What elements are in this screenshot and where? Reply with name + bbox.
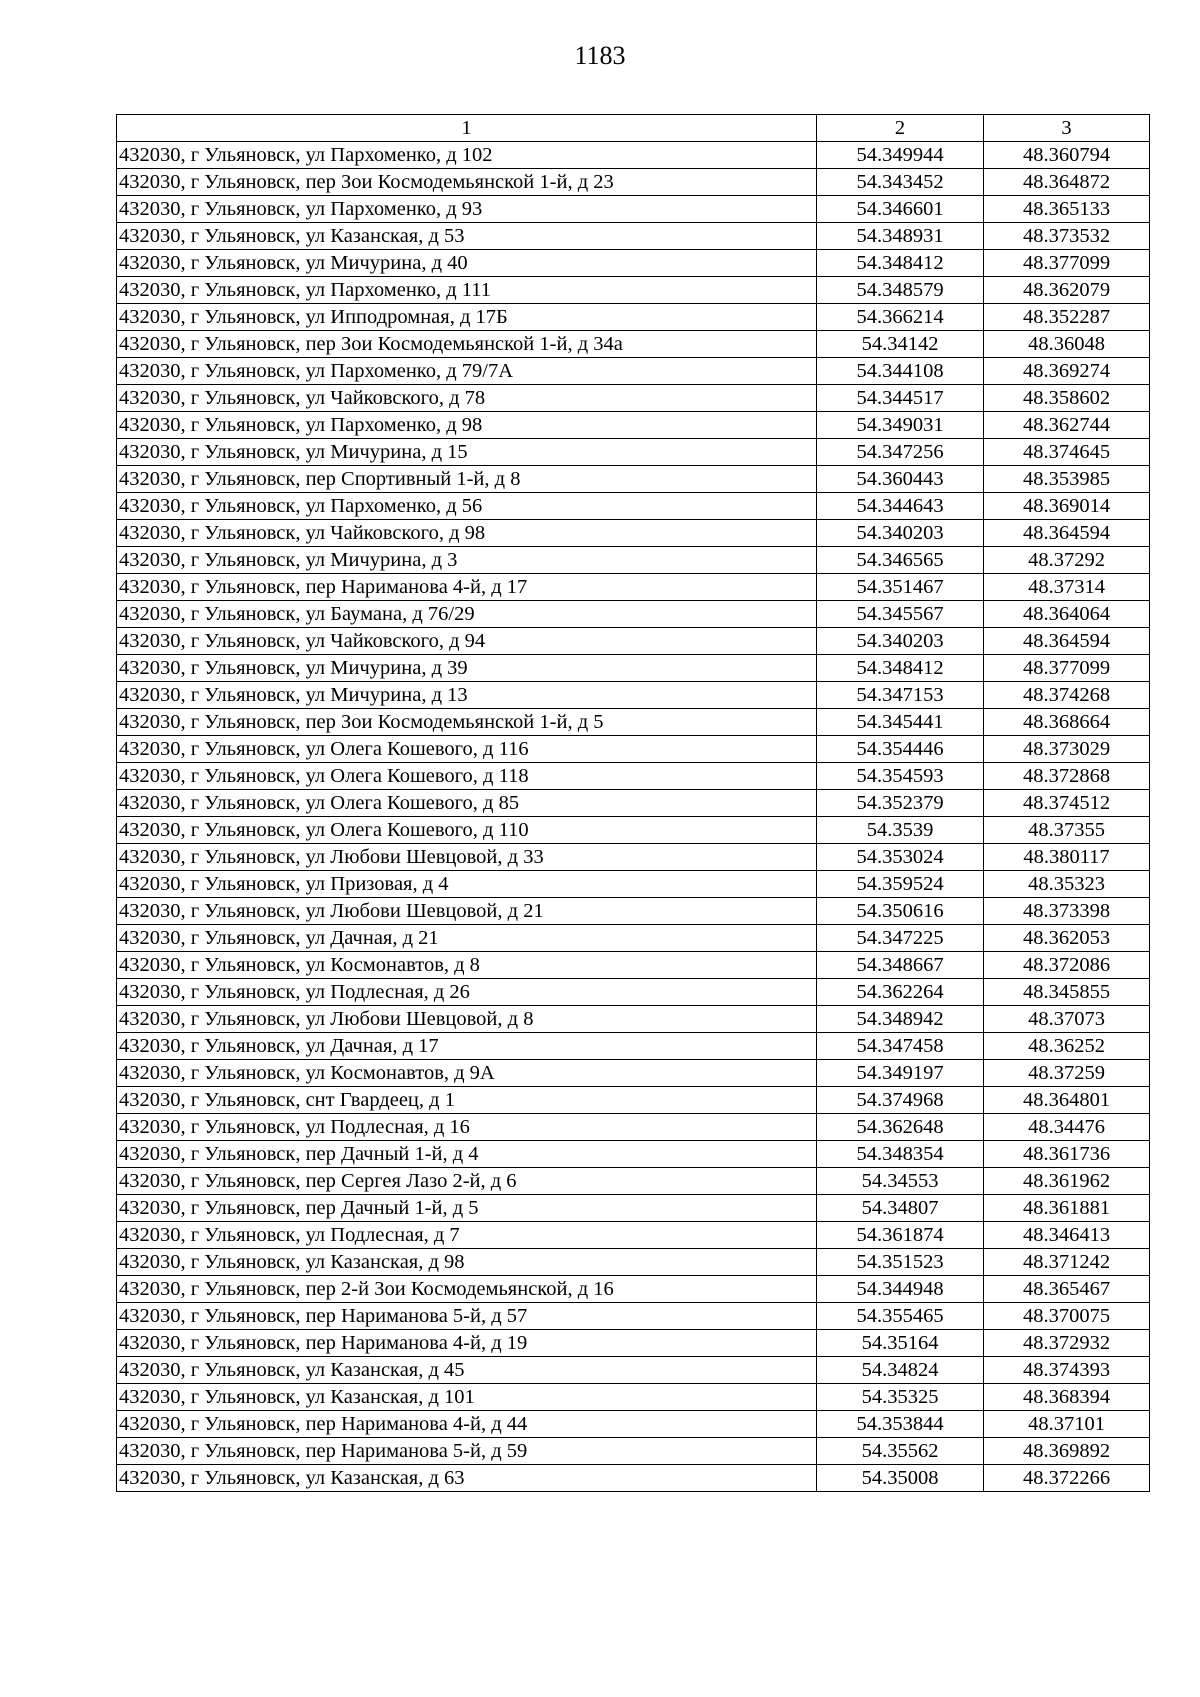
cell-address: 432030, г Ульяновск, ул Космонавтов, д 9А [117, 1060, 817, 1087]
table-row [117, 1168, 1150, 1195]
cell-longitude: 48.36048 [984, 331, 1150, 358]
table-row [117, 952, 1150, 979]
cell-longitude: 48.373398 [984, 898, 1150, 925]
cell-longitude: 48.372868 [984, 763, 1150, 790]
table-row [117, 223, 1150, 250]
cell-address: 432030, г Ульяновск, пер Зои Космодемьянской 1-й, д 34а [117, 331, 817, 358]
cell-longitude: 48.372266 [984, 1465, 1150, 1492]
cell-latitude: 54.344643 [817, 493, 984, 520]
cell-latitude: 54.351523 [817, 1249, 984, 1276]
cell-address: 432030, г Ульяновск, ул Олега Кошевого, д 116 [117, 736, 817, 763]
column-header-address: 1 [117, 115, 817, 142]
column-header-latitude: 2 [817, 115, 984, 142]
cell-longitude: 48.373532 [984, 223, 1150, 250]
table-row [117, 1033, 1150, 1060]
cell-latitude: 54.346601 [817, 196, 984, 223]
table-row [117, 142, 1150, 169]
table-row [117, 790, 1150, 817]
cell-latitude: 54.348354 [817, 1141, 984, 1168]
cell-latitude: 54.347256 [817, 439, 984, 466]
cell-latitude: 54.355465 [817, 1303, 984, 1330]
cell-latitude: 54.340203 [817, 520, 984, 547]
cell-latitude: 54.351467 [817, 574, 984, 601]
cell-latitude: 54.346565 [817, 547, 984, 574]
table-row [117, 1384, 1150, 1411]
cell-latitude: 54.34824 [817, 1357, 984, 1384]
cell-longitude: 48.37259 [984, 1060, 1150, 1087]
table-row [117, 844, 1150, 871]
cell-address: 432030, г Ульяновск, ул Чайковского, д 78 [117, 385, 817, 412]
cell-address: 432030, г Ульяновск, ул Пархоменко, д 98 [117, 412, 817, 439]
cell-longitude: 48.358602 [984, 385, 1150, 412]
cell-address: 432030, г Ульяновск, ул Дачная, д 21 [117, 925, 817, 952]
cell-latitude: 54.35164 [817, 1330, 984, 1357]
cell-latitude: 54.345441 [817, 709, 984, 736]
cell-address: 432030, г Ульяновск, ул Любови Шевцовой, д 21 [117, 898, 817, 925]
cell-longitude: 48.365467 [984, 1276, 1150, 1303]
cell-latitude: 54.340203 [817, 628, 984, 655]
cell-address: 432030, г Ульяновск, ул Дачная, д 17 [117, 1033, 817, 1060]
cell-longitude: 48.361962 [984, 1168, 1150, 1195]
cell-longitude: 48.374393 [984, 1357, 1150, 1384]
cell-longitude: 48.372932 [984, 1330, 1150, 1357]
cell-latitude: 54.343452 [817, 169, 984, 196]
cell-longitude: 48.368394 [984, 1384, 1150, 1411]
table-row [117, 1330, 1150, 1357]
cell-latitude: 54.344108 [817, 358, 984, 385]
cell-address: 432030, г Ульяновск, ул Пархоменко, д 56 [117, 493, 817, 520]
table-row [117, 1465, 1150, 1492]
cell-address: 432030, г Ульяновск, ул Пархоменко, д 79/7А [117, 358, 817, 385]
cell-address: 432030, г Ульяновск, ул Казанская, д 53 [117, 223, 817, 250]
page-number: 1183 [574, 41, 626, 70]
table-row [117, 1276, 1150, 1303]
cell-address: 432030, г Ульяновск, пер 2-й Зои Космодемьянской, д 16 [117, 1276, 817, 1303]
cell-longitude: 48.362079 [984, 277, 1150, 304]
table-row [117, 1087, 1150, 1114]
cell-latitude: 54.349944 [817, 142, 984, 169]
table-row [117, 250, 1150, 277]
cell-address: 432030, г Ульяновск, ул Казанская, д 45 [117, 1357, 817, 1384]
cell-latitude: 54.35008 [817, 1465, 984, 1492]
cell-longitude: 48.362744 [984, 412, 1150, 439]
cell-address: 432030, г Ульяновск, ул Баумана, д 76/29 [117, 601, 817, 628]
table-row [117, 817, 1150, 844]
cell-latitude: 54.352379 [817, 790, 984, 817]
cell-latitude: 54.348931 [817, 223, 984, 250]
cell-longitude: 48.369014 [984, 493, 1150, 520]
cell-longitude: 48.352287 [984, 304, 1150, 331]
cell-latitude: 54.344948 [817, 1276, 984, 1303]
table-row [117, 1357, 1150, 1384]
cell-latitude: 54.348412 [817, 655, 984, 682]
cell-longitude: 48.37355 [984, 817, 1150, 844]
cell-latitude: 54.354593 [817, 763, 984, 790]
cell-latitude: 54.349197 [817, 1060, 984, 1087]
table-row [117, 277, 1150, 304]
cell-longitude: 48.372086 [984, 952, 1150, 979]
cell-longitude: 48.353985 [984, 466, 1150, 493]
cell-longitude: 48.37292 [984, 547, 1150, 574]
cell-address: 432030, г Ульяновск, ул Призовая, д 4 [117, 871, 817, 898]
cell-latitude: 54.34142 [817, 331, 984, 358]
address-coordinates-table [116, 114, 1150, 1492]
table-row [117, 412, 1150, 439]
cell-latitude: 54.349031 [817, 412, 984, 439]
table-row [117, 925, 1150, 952]
table-row [117, 1438, 1150, 1465]
table-row [117, 655, 1150, 682]
table-row [117, 601, 1150, 628]
cell-address: 432030, г Ульяновск, ул Чайковского, д 94 [117, 628, 817, 655]
cell-longitude: 48.360794 [984, 142, 1150, 169]
table-row [117, 1006, 1150, 1033]
table-row [117, 1303, 1150, 1330]
cell-address: 432030, г Ульяновск, пер Нариманова 5-й, д 59 [117, 1438, 817, 1465]
cell-address: 432030, г Ульяновск, ул Мичурина, д 39 [117, 655, 817, 682]
cell-longitude: 48.37101 [984, 1411, 1150, 1438]
table-row [117, 1141, 1150, 1168]
cell-latitude: 54.348579 [817, 277, 984, 304]
cell-longitude: 48.374645 [984, 439, 1150, 466]
cell-address: 432030, г Ульяновск, ул Казанская, д 63 [117, 1465, 817, 1492]
cell-latitude: 54.354446 [817, 736, 984, 763]
cell-latitude: 54.359524 [817, 871, 984, 898]
cell-latitude: 54.353024 [817, 844, 984, 871]
table-row [117, 196, 1150, 223]
cell-address: 432030, г Ульяновск, ул Космонавтов, д 8 [117, 952, 817, 979]
table-row [117, 1222, 1150, 1249]
cell-address: 432030, г Ульяновск, ул Пархоменко, д 111 [117, 277, 817, 304]
cell-longitude: 48.364801 [984, 1087, 1150, 1114]
cell-address: 432030, г Ульяновск, ул Олега Кошевого, д 85 [117, 790, 817, 817]
cell-address: 432030, г Ульяновск, пер Сергея Лазо 2-й, д 6 [117, 1168, 817, 1195]
cell-longitude: 48.369274 [984, 358, 1150, 385]
cell-address: 432030, г Ульяновск, пер Нариманова 4-й, д 44 [117, 1411, 817, 1438]
cell-latitude: 54.347225 [817, 925, 984, 952]
cell-longitude: 48.365133 [984, 196, 1150, 223]
cell-longitude: 48.368664 [984, 709, 1150, 736]
cell-longitude: 48.361736 [984, 1141, 1150, 1168]
cell-address: 432030, г Ульяновск, ул Мичурина, д 40 [117, 250, 817, 277]
cell-latitude: 54.360443 [817, 466, 984, 493]
cell-longitude: 48.37073 [984, 1006, 1150, 1033]
cell-latitude: 54.348412 [817, 250, 984, 277]
table-row [117, 574, 1150, 601]
cell-address: 432030, г Ульяновск, пер Нариманова 4-й, д 17 [117, 574, 817, 601]
cell-address: 432030, г Ульяновск, пер Дачный 1-й, д 5 [117, 1195, 817, 1222]
cell-longitude: 48.380117 [984, 844, 1150, 871]
table-header-row [117, 115, 1150, 142]
cell-longitude: 48.371242 [984, 1249, 1150, 1276]
cell-longitude: 48.36252 [984, 1033, 1150, 1060]
cell-latitude: 54.35562 [817, 1438, 984, 1465]
table-row [117, 763, 1150, 790]
column-header-longitude: 3 [984, 115, 1150, 142]
cell-address: 432030, г Ульяновск, пер Нариманова 5-й, д 57 [117, 1303, 817, 1330]
cell-address: 432030, г Ульяновск, ул Казанская, д 101 [117, 1384, 817, 1411]
cell-longitude: 48.37314 [984, 574, 1150, 601]
table-row [117, 385, 1150, 412]
cell-longitude: 48.362053 [984, 925, 1150, 952]
cell-address: 432030, г Ульяновск, ул Чайковского, д 98 [117, 520, 817, 547]
table-row [117, 439, 1150, 466]
cell-latitude: 54.35325 [817, 1384, 984, 1411]
table-row [117, 520, 1150, 547]
table-row [117, 628, 1150, 655]
table-row [117, 304, 1150, 331]
cell-latitude: 54.374968 [817, 1087, 984, 1114]
table-row [117, 358, 1150, 385]
cell-longitude: 48.364872 [984, 169, 1150, 196]
cell-address: 432030, г Ульяновск, ул Олега Кошевого, д 118 [117, 763, 817, 790]
cell-address: 432030, г Ульяновск, ул Пархоменко, д 102 [117, 142, 817, 169]
table-row [117, 169, 1150, 196]
cell-longitude: 48.377099 [984, 250, 1150, 277]
table-row [117, 898, 1150, 925]
cell-longitude: 48.374512 [984, 790, 1150, 817]
cell-latitude: 54.362648 [817, 1114, 984, 1141]
cell-address: 432030, г Ульяновск, пер Дачный 1-й, д 4 [117, 1141, 817, 1168]
cell-address: 432030, г Ульяновск, снт Гвардеец, д 1 [117, 1087, 817, 1114]
table-row [117, 547, 1150, 574]
cell-address: 432030, г Ульяновск, ул Любови Шевцовой, д 8 [117, 1006, 817, 1033]
cell-longitude: 48.345855 [984, 979, 1150, 1006]
cell-address: 432030, г Ульяновск, пер Зои Космодемьянской 1-й, д 23 [117, 169, 817, 196]
cell-address: 432030, г Ульяновск, ул Пархоменко, д 93 [117, 196, 817, 223]
cell-latitude: 54.366214 [817, 304, 984, 331]
cell-latitude: 54.350616 [817, 898, 984, 925]
cell-longitude: 48.34476 [984, 1114, 1150, 1141]
cell-longitude: 48.369892 [984, 1438, 1150, 1465]
cell-latitude: 54.347458 [817, 1033, 984, 1060]
cell-latitude: 54.34807 [817, 1195, 984, 1222]
cell-longitude: 48.374268 [984, 682, 1150, 709]
table-row [117, 331, 1150, 358]
table-row [117, 709, 1150, 736]
cell-address: 432030, г Ульяновск, ул Мичурина, д 13 [117, 682, 817, 709]
cell-address: 432030, г Ульяновск, пер Нариманова 4-й, д 19 [117, 1330, 817, 1357]
table-row [117, 736, 1150, 763]
cell-longitude: 48.361881 [984, 1195, 1150, 1222]
cell-address: 432030, г Ульяновск, ул Мичурина, д 3 [117, 547, 817, 574]
cell-address: 432030, г Ульяновск, ул Казанская, д 98 [117, 1249, 817, 1276]
table-row [117, 1195, 1150, 1222]
cell-longitude: 48.377099 [984, 655, 1150, 682]
cell-address: 432030, г Ульяновск, пер Зои Космодемьянской 1-й, д 5 [117, 709, 817, 736]
cell-latitude: 54.348942 [817, 1006, 984, 1033]
cell-longitude: 48.346413 [984, 1222, 1150, 1249]
cell-address: 432030, г Ульяновск, ул Подлесная, д 26 [117, 979, 817, 1006]
table-row [117, 1114, 1150, 1141]
cell-address: 432030, г Ульяновск, ул Любови Шевцовой, д 33 [117, 844, 817, 871]
cell-address: 432030, г Ульяновск, ул Подлесная, д 7 [117, 1222, 817, 1249]
table-row [117, 871, 1150, 898]
cell-longitude: 48.364594 [984, 628, 1150, 655]
cell-latitude: 54.353844 [817, 1411, 984, 1438]
cell-address: 432030, г Ульяновск, пер Спортивный 1-й, д 8 [117, 466, 817, 493]
cell-longitude: 48.364064 [984, 601, 1150, 628]
cell-address: 432030, г Ульяновск, ул Ипподромная, д 17Б [117, 304, 817, 331]
table-row [117, 1060, 1150, 1087]
cell-latitude: 54.345567 [817, 601, 984, 628]
table-row [117, 682, 1150, 709]
table-row [117, 493, 1150, 520]
table-row [117, 979, 1150, 1006]
table-body [117, 142, 1150, 1492]
cell-latitude: 54.344517 [817, 385, 984, 412]
cell-latitude: 54.348667 [817, 952, 984, 979]
cell-longitude: 48.373029 [984, 736, 1150, 763]
cell-address: 432030, г Ульяновск, ул Подлесная, д 16 [117, 1114, 817, 1141]
table-row [117, 466, 1150, 493]
table-row [117, 1411, 1150, 1438]
cell-address: 432030, г Ульяновск, ул Олега Кошевого, д 110 [117, 817, 817, 844]
cell-latitude: 54.3539 [817, 817, 984, 844]
cell-latitude: 54.362264 [817, 979, 984, 1006]
cell-longitude: 48.370075 [984, 1303, 1150, 1330]
cell-longitude: 48.35323 [984, 871, 1150, 898]
cell-latitude: 54.361874 [817, 1222, 984, 1249]
cell-latitude: 54.347153 [817, 682, 984, 709]
cell-longitude: 48.364594 [984, 520, 1150, 547]
cell-address: 432030, г Ульяновск, ул Мичурина, д 15 [117, 439, 817, 466]
table-row [117, 1249, 1150, 1276]
cell-latitude: 54.34553 [817, 1168, 984, 1195]
